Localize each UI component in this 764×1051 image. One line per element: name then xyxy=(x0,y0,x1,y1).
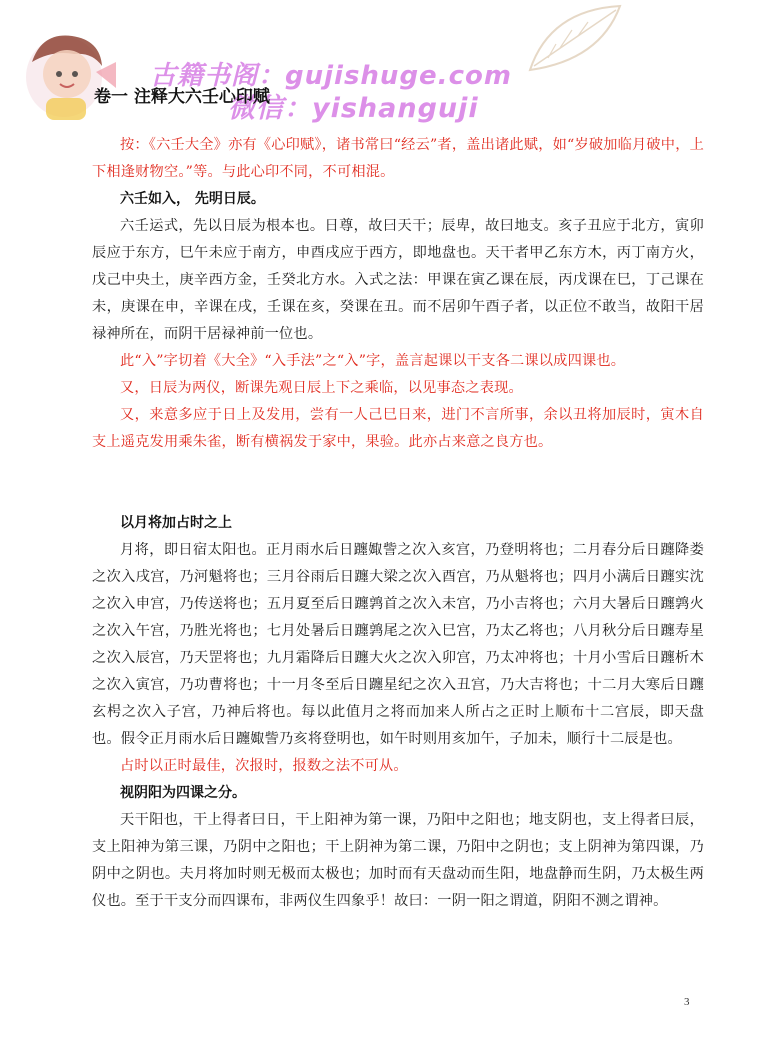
document-body xyxy=(92,132,704,915)
annotation-paragraph: 占时以正时最佳，次报时，报数之法不可从。 xyxy=(120,758,408,774)
body-paragraph: 六壬运式，先以日辰为根本也。日尊，故曰天干；辰卑，故曰地支。亥子丑应于北方，寅卯辰应于东方，巳午未应于南方，申酉戌应于西方，即地盘也。天干者甲乙东方木，丙丁南方火，戊己中央土，庚辛西方金，壬癸北方水。入式之法：甲课在寅乙课在辰，丙戊课在巳，丁己课在未，庚课在申，辛课在戌，壬课在亥，癸课在丑。而不居卯午酉子者，以正位不敢当，故阳干居禄神所在，而阴干居禄神前一位也。 xyxy=(92,218,704,342)
section-heading: 以月将加占时之上 xyxy=(120,515,232,531)
watermark-site-text: 古籍书阁：gujishuge.com xyxy=(150,61,512,91)
chapter-title: 卷一 注释大六壬心印赋 xyxy=(94,87,270,107)
section-heading: 视阴阳为四课之分。 xyxy=(120,785,246,801)
annotation-paragraph: 此“入”字切着《大全》“入手法”之“入”字，盖言起课以干支各二课以成四课也。 xyxy=(120,353,626,369)
page-number: 3 xyxy=(684,996,690,1008)
annotation-paragraph: 又，来意多应于日上及发用，尝有一人己巳日来，进门不言所事，余以丑将加辰时，寅木自支上遥克发用乘朱雀，断有横祸发于家中，果验。此亦占来意之良方也。 xyxy=(92,407,704,450)
section-heading: 六壬如入， 先明日辰。 xyxy=(120,191,265,207)
watermark-wechat-text: 微信：yishanguji xyxy=(228,93,479,124)
annotation-paragraph: 按：《六壬大全》亦有《心印赋》，诸书常曰“经云”者，盖出诸此赋，如“岁破加临月破中，上下相逢财物空。”等。与此心印不同，不可相混。 xyxy=(92,137,704,180)
annotation-paragraph: 又，日辰为两仪，断课先观日辰上下之乘临，以见事态之表现。 xyxy=(120,380,523,396)
body-paragraph: 天干阳也，干上得者曰日，干上阳神为第一课，乃阳中之阳也；地支阴也，支上得者曰辰，支上阳神为第三课，乃阴中之阳也；干上阴神为第二课，乃阳中之阴也；支上阴神为第四课，乃阴中之阴也。夫月将加时则无极而太极也；加时而有天盘动而生阳，地盘静而生阴，乃太极生两仪也。至于干支分而四课布，非两仪生四象乎！故曰：一阴一阳之谓道，阴阳不测之谓神。 xyxy=(92,812,704,909)
watermark-mascot-icon xyxy=(12,22,122,127)
watermark-leaf-icon xyxy=(520,0,630,80)
body-paragraph: 月将，即日宿太阳也。正月雨水后日躔娵訾之次入亥宫，乃登明将也；二月春分后日躔降娄之次入戌宫，乃河魁将也；三月谷雨后日躔大梁之次入酉宫，乃从魁将也；四月小满后日躔实沈之次入申宫，乃传送将也；五月夏至后日躔鹑首之次入未宫，乃小吉将也；六月大暑后日躔鹑火之次入午宫，乃胜光将也；七月处暑后日躔鹑尾之次入巳宫，乃太乙将也；八月秋分后日躔寿星之次入辰宫，乃天罡将也；九月霜降后日躔大火之次入卯宫，乃太冲将也；十月小雪后日躔析木之次入寅宫，乃功曹将也；十一月冬至后日躔星纪之次入丑宫，乃大吉将也；十二月大寒后日躔玄枵之次入子宫，乃神后将也。每以此值月之将而加来人所占之正时上顺布十二宫辰，即天盘也。假令正月雨水后日躔娵訾乃亥将登明也，如午时则用亥加午，子加未，顺行十二辰是也。 xyxy=(92,542,704,747)
section-gap xyxy=(92,456,704,510)
